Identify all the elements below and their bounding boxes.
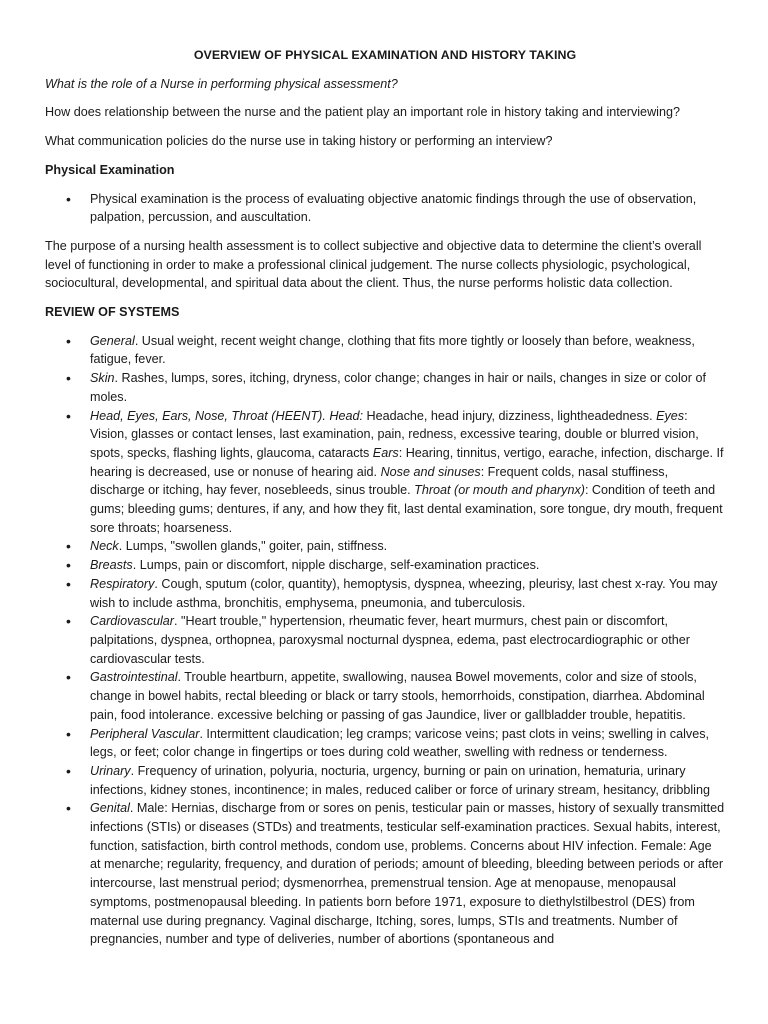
list-item-genital: • Genital. Male: Hernias, discharge from or sores on penis, testicular pain or masses, history of sexually transmitted infections (STIs) or diseases (STDs) and treatments, testicular self-examination practices. Sexual habits, interest, function, satisfaction, birth control methods, condom use, problems. Concerns about HIV infection. Female: Age at menarche; regularity, frequency, and duration of periods; amount of bleeding, bleeding between periods or after intercourse, last menstrual period; dysmenorrhea, premenstrual tension. Age at menopause, menopausal symptoms, postmenopausal bleeding. In patients born before 1971, exposure to diethylstilbestrol (DES) from maternal use during pregnancy. Vaginal discharge, Itching, sores, lumps, STIs and treatments. Number of pregnancies, number and type of deliveries, number of abortions (spontaneous and: [66, 800, 725, 947]
bullet-icon: •: [66, 407, 71, 424]
bullet-icon: •: [66, 725, 71, 742]
review-list: [45, 332, 725, 949]
bullet-icon: •: [66, 800, 71, 817]
physical-exam-heading: Physical Examination: [45, 162, 175, 177]
document-title: OVERVIEW OF PHYSICAL EXAMINATION AND HISTORY TAKING: [193, 48, 577, 62]
bullet-icon: •: [66, 575, 71, 592]
bullet-icon: •: [66, 332, 71, 349]
question-2: How does relationship between the nurse and the patient play an important role in history taking and interviewing?: [45, 105, 680, 120]
list-item-respiratory: • Respiratory. Cough, sputum (color, quantity), hemoptysis, dyspnea, wheezing, pleurisy, last chest x-ray. You may wish to include asthma, bronchitis, emphysema, pneumonia, and tuberculosis.: [66, 575, 718, 610]
bullet-icon: •: [66, 613, 71, 630]
physical-exam-list: [45, 190, 725, 227]
list-item-general: • General. Usual weight, recent weight change, clothing that fits more tightly or loosely than before, weakness, fatigue, fever.: [66, 332, 695, 367]
bullet-icon: •: [66, 669, 71, 686]
list-item: • Physical examination is the process of evaluating objective anatomic findings through the use of observation, palpation, percussion, and auscultation.: [66, 190, 697, 225]
question-3: What communication policies do the nurse use in taking history or performing an interview?: [45, 134, 553, 149]
bullet-icon: •: [66, 370, 71, 387]
document-page: [45, 46, 725, 959]
review-heading: REVIEW OF SYSTEMS: [45, 305, 180, 320]
list-item-gastrointestinal: • Gastrointestinal. Trouble heartburn, appetite, swallowing, nausea Bowel movements, color and size of stools, change in bowel habits, rectal bleeding or black or tarry stools, hemorrhoids, constipation, diarrhea. Abdominal pain, food intolerance. excessive belching or passing of gas Jaundice, liver or gallbladder trouble, hepatitis.: [66, 669, 705, 722]
list-item-cardiovascular: • Cardiovascular. "Heart trouble," hypertension, rheumatic fever, heart murmurs, chest pain or discomfort, palpitations, dyspnea, orthopnea, paroxysmal nocturnal dyspnea, edema, past electrocardiographic or other cardiovascular tests.: [66, 613, 690, 666]
list-item-urinary: • Urinary. Frequency of urination, polyuria, nocturia, urgency, burning or pain on urination, hematuria, urinary infections, kidney stones, incontinence; in males, reduced caliber or force of urinary stream, hesitancy, dribbling: [66, 762, 710, 797]
list-item-peripheral-vascular: • Peripheral Vascular. Intermittent claudication; leg cramps; varicose veins; past clots in veins; swelling in calves, legs, or feet; color change in fingertips or toes during cold weather, swelling with redness or tenderness.: [66, 725, 710, 760]
list-item-breasts: • Breasts. Lumps, pain or discomfort, nipple discharge, self-examination practices.: [66, 557, 540, 574]
bullet-icon: •: [66, 190, 71, 207]
bullet-icon: •: [66, 538, 71, 555]
bullet-icon: •: [66, 557, 71, 574]
list-item-neck: • Neck. Lumps, "swollen glands," goiter, pain, stiffness.: [66, 538, 388, 555]
purpose-paragraph: The purpose of a nursing health assessment is to collect subjective and objective data to determine the client’s overall level of functioning in order to make a professional clinical judgement. The nurse collects physiologic, psychological, sociocultural, developmental, and spiritual data about the client. Thus, the nurse performs holistic data collection.: [45, 238, 702, 291]
list-item-heent: • Head, Eyes, Ears, Nose, Throat (HEENT). Head: Headache, head injury, dizziness, lightheadedness. Eyes: Vision, glasses or contact lenses, last examination, pain, redness, excessive tearing, double or blurred vision, spots, specks, flashing lights, glaucoma, cataracts Ears: Hearing, tinnitus, vertigo, earache, infection, discharge. If hearing is decreased, use or nonuse of hearing aid. Nose and sinuses: Frequent colds, nasal stuffiness, discharge or itching, hay fever, nosebleeds, sinus trouble. Throat (or mouth and pharynx): Condition of teeth and gums; bleeding gums; dentures, if any, and how they fit, last dental examination, sore tongue, dry mouth, frequent sore throats; hoarseness.: [66, 407, 724, 535]
bullet-icon: •: [66, 762, 71, 779]
list-item-skin: • Skin. Rashes, lumps, sores, itching, dryness, color change; changes in hair or nails, changes in size or color of moles.: [66, 370, 707, 404]
question-1: What is the role of a Nurse in performing physical assessment?: [45, 76, 398, 91]
